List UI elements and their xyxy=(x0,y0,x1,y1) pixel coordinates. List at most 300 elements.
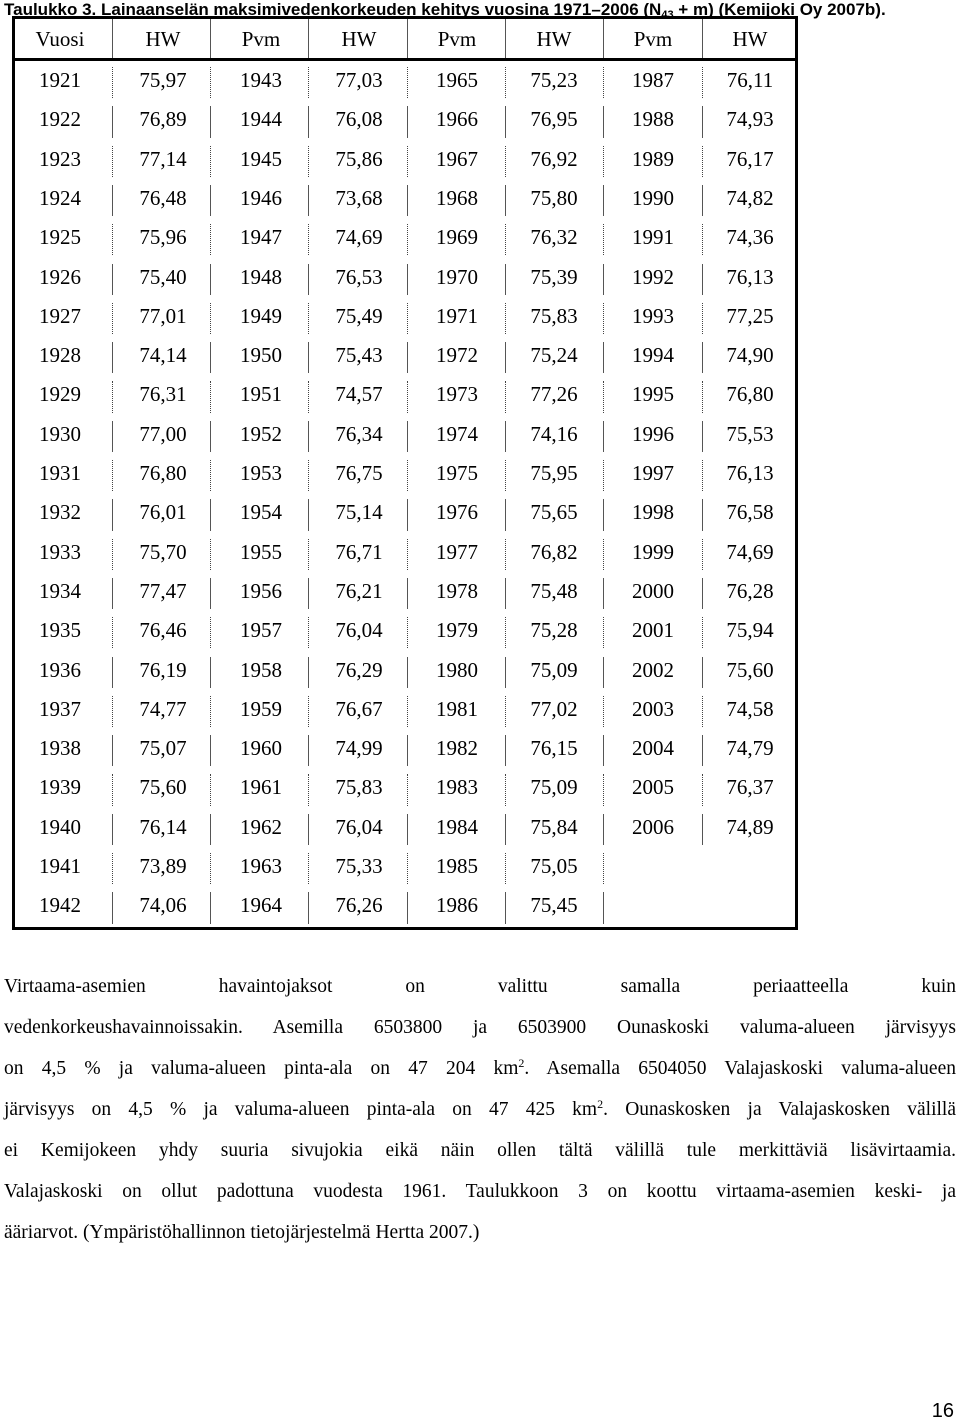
row-separator xyxy=(505,224,506,255)
table-cell: 76,95 xyxy=(530,107,578,132)
row-separator xyxy=(702,814,703,845)
row-separator xyxy=(505,342,506,373)
row-separator xyxy=(210,499,211,530)
paragraph-line-3: on 4,5 % ja valuma-alueen pinta-ala on 47 204 $km^2$. Asemalla 6504050 Valajaskoski valuma-alueen xyxy=(4,1056,956,1079)
row-separator xyxy=(407,774,408,805)
table-cell: 76,34 xyxy=(335,421,383,446)
superscript-km2-2: 2 xyxy=(597,1097,604,1111)
row-separator xyxy=(112,814,113,845)
table-cell: 1958 xyxy=(240,657,282,682)
row-separator xyxy=(702,303,703,334)
table-cell: 76,48 xyxy=(139,185,187,210)
row-separator xyxy=(210,892,211,923)
table-row xyxy=(15,454,795,493)
table-cell: 1979 xyxy=(436,618,478,643)
table-row xyxy=(15,140,795,179)
table-cell: 73,89 xyxy=(139,854,187,878)
table-cell: 77,14 xyxy=(139,146,187,171)
row-separator xyxy=(407,735,408,766)
table-row xyxy=(15,651,795,690)
header-pvm-4: Pvm xyxy=(437,27,477,51)
row-separator xyxy=(308,657,309,688)
row-separator xyxy=(603,106,604,137)
table-cell: 75,95 xyxy=(530,461,578,485)
row-separator xyxy=(407,381,408,412)
row-separator xyxy=(210,381,211,412)
table-cell: 74,69 xyxy=(726,539,774,564)
table-cell: 1962 xyxy=(240,814,282,839)
row-separator xyxy=(112,381,113,412)
table-cell: 1984 xyxy=(436,814,478,839)
row-separator xyxy=(112,185,113,216)
table-cell: 1999 xyxy=(632,539,674,564)
row-separator xyxy=(702,657,703,688)
table-cell: 75,83 xyxy=(335,775,383,800)
table-header-row xyxy=(15,19,795,60)
row-separator xyxy=(407,853,408,884)
table-cell: 74,77 xyxy=(139,696,187,721)
table-cell: 74,14 xyxy=(139,343,187,368)
table-cell: 75,43 xyxy=(335,343,383,368)
table-cell: 1967 xyxy=(436,146,478,171)
table-cell: 75,49 xyxy=(335,303,383,328)
table-cell: 1933 xyxy=(39,539,81,564)
row-separator xyxy=(603,539,604,570)
table-row xyxy=(15,847,795,886)
row-separator xyxy=(603,342,604,373)
row-separator xyxy=(210,735,211,766)
table-cell: 1921 xyxy=(39,68,81,92)
header-hw-5: HW xyxy=(536,27,572,51)
table-cell: 1927 xyxy=(39,303,81,328)
row-separator xyxy=(702,696,703,727)
table-cell: 1995 xyxy=(632,382,674,407)
table-cell: 1948 xyxy=(240,264,282,289)
table-cell: 1936 xyxy=(39,657,81,682)
row-separator xyxy=(702,264,703,295)
row-separator xyxy=(210,185,211,216)
row-separator xyxy=(407,224,408,255)
table-cell: 74,57 xyxy=(335,382,383,407)
header-separator xyxy=(210,19,211,58)
table-cell: 75,28 xyxy=(530,618,578,643)
row-separator xyxy=(407,499,408,530)
table-cell: 1977 xyxy=(436,539,478,564)
table-cell: 1975 xyxy=(436,461,478,485)
table-cell: 1970 xyxy=(436,264,478,289)
row-separator xyxy=(603,146,604,177)
table-cell xyxy=(701,847,799,886)
row-separator xyxy=(505,106,506,137)
table-cell: 75,70 xyxy=(139,539,187,564)
paragraph-line-2: vedenkorkeushavainnoissakin. Asemilla 6503800 ja 6503900 Ounaskoski valuma-alueen järvisyys xyxy=(4,1017,956,1038)
row-separator xyxy=(603,657,604,688)
row-separator xyxy=(505,774,506,805)
table-cell: 75,45 xyxy=(530,893,578,918)
table-cell: 73,68 xyxy=(335,185,383,210)
header-separator xyxy=(308,19,309,58)
row-separator xyxy=(603,185,604,216)
table-cell: 1945 xyxy=(240,146,282,171)
row-separator xyxy=(210,67,211,98)
table-cell: 1925 xyxy=(39,225,81,250)
caption-subscript: 43 xyxy=(661,9,674,21)
table-cell: 1966 xyxy=(436,107,478,132)
row-separator xyxy=(308,735,309,766)
header-hw-7: HW xyxy=(732,27,768,51)
table-cell: 1969 xyxy=(436,225,478,250)
table-cell: 1988 xyxy=(632,107,674,132)
row-separator xyxy=(112,892,113,923)
row-separator xyxy=(603,67,604,98)
row-separator xyxy=(603,224,604,255)
table-cell: 74,93 xyxy=(726,107,774,132)
paragraph-line-1: Virtaama-asemien havaintojaksot on valittu samalla periaatteella kuin xyxy=(4,976,956,997)
row-separator xyxy=(308,499,309,530)
row-separator xyxy=(702,185,703,216)
table-cell: 76,01 xyxy=(139,500,187,525)
row-separator xyxy=(505,146,506,177)
row-separator xyxy=(308,539,309,570)
table-cell: 1976 xyxy=(436,500,478,525)
row-separator xyxy=(210,696,211,727)
table-cell: 75,96 xyxy=(139,225,187,250)
table-cell: 1951 xyxy=(240,382,282,407)
paragraph-line-4: järvisyys on 4,5 % ja valuma-alueen pinta-ala on 47 425 $km^2$. Ounaskosken ja Valajaskosken välillä xyxy=(4,1097,956,1120)
table-cell: 1956 xyxy=(240,578,282,603)
table-cell: 1955 xyxy=(240,539,282,564)
table-cell: 74,99 xyxy=(335,736,383,761)
row-separator xyxy=(210,617,211,648)
table-cell: 2001 xyxy=(632,618,674,643)
row-separator xyxy=(112,696,113,727)
table-cell: 1991 xyxy=(632,225,674,250)
row-separator xyxy=(505,892,506,923)
table-cell: 1934 xyxy=(39,578,81,603)
table-row xyxy=(15,100,795,139)
row-separator xyxy=(505,381,506,412)
header-year-0: Vuosi xyxy=(35,27,85,51)
table-cell: 74,36 xyxy=(726,225,774,250)
superscript-km2: 2 xyxy=(518,1056,525,1070)
row-separator xyxy=(308,106,309,137)
table-cell: 76,29 xyxy=(335,657,383,682)
table-row xyxy=(15,690,795,729)
row-separator xyxy=(112,499,113,530)
table-cell: 1941 xyxy=(39,854,81,878)
table-cell: 75,83 xyxy=(530,303,578,328)
table-cell: 76,13 xyxy=(726,264,774,289)
row-separator xyxy=(308,892,309,923)
table-cell xyxy=(604,886,702,925)
table-cell: 74,69 xyxy=(335,225,383,250)
table-cell: 75,60 xyxy=(726,657,774,682)
row-separator xyxy=(702,499,703,530)
row-separator xyxy=(112,774,113,805)
table-cell: 2005 xyxy=(632,775,674,800)
row-separator xyxy=(308,185,309,216)
row-separator xyxy=(308,146,309,177)
row-separator xyxy=(112,224,113,255)
row-separator xyxy=(407,264,408,295)
row-separator xyxy=(112,853,113,884)
row-separator xyxy=(603,264,604,295)
table-cell xyxy=(701,886,799,925)
table-row xyxy=(15,61,795,100)
row-separator xyxy=(702,539,703,570)
row-separator xyxy=(210,421,211,452)
row-separator xyxy=(603,735,604,766)
table-cell: 75,97 xyxy=(139,68,187,92)
table-cell: 1961 xyxy=(240,775,282,800)
table-cell: 1978 xyxy=(436,578,478,603)
row-separator xyxy=(112,106,113,137)
row-separator xyxy=(407,892,408,923)
row-separator xyxy=(407,146,408,177)
table-cell: 1981 xyxy=(436,696,478,721)
table-cell: 1947 xyxy=(240,225,282,250)
table-cell: 1986 xyxy=(436,893,478,918)
table-cell: 75,53 xyxy=(726,421,774,446)
row-separator xyxy=(505,499,506,530)
table-cell: 1982 xyxy=(436,736,478,761)
table-cell: 1992 xyxy=(632,264,674,289)
table-cell: 77,25 xyxy=(726,303,774,328)
table-cell: 74,90 xyxy=(726,343,774,368)
table-cell: 76,19 xyxy=(139,657,187,682)
table-cell: 76,15 xyxy=(530,736,578,761)
row-separator xyxy=(505,539,506,570)
row-separator xyxy=(603,892,604,923)
row-separator xyxy=(112,146,113,177)
row-separator xyxy=(407,67,408,98)
table-cell: 75,24 xyxy=(530,343,578,368)
table-row xyxy=(15,572,795,611)
table-cell: 1950 xyxy=(240,343,282,368)
row-separator xyxy=(308,264,309,295)
row-separator xyxy=(505,617,506,648)
row-separator xyxy=(603,617,604,648)
row-separator xyxy=(210,814,211,845)
header-hw-3: HW xyxy=(341,27,377,51)
row-separator xyxy=(112,539,113,570)
table-cell: 76,31 xyxy=(139,382,187,407)
table-cell: 2002 xyxy=(632,657,674,682)
row-separator xyxy=(112,264,113,295)
table-cell: 2000 xyxy=(632,578,674,603)
row-separator xyxy=(505,303,506,334)
table-cell: 1985 xyxy=(436,854,478,878)
table-cell: 75,40 xyxy=(139,264,187,289)
row-separator xyxy=(210,539,211,570)
row-separator xyxy=(210,303,211,334)
table-row xyxy=(15,729,795,768)
table-cell: 76,67 xyxy=(335,696,383,721)
table-cell: 75,84 xyxy=(530,814,578,839)
row-separator xyxy=(702,617,703,648)
table-cell: 1954 xyxy=(240,500,282,525)
row-separator xyxy=(407,696,408,727)
table-cell: 1943 xyxy=(240,68,282,92)
table-cell: 1971 xyxy=(436,303,478,328)
row-separator xyxy=(407,578,408,609)
table-cell: 75,86 xyxy=(335,146,383,171)
table-cell: 1993 xyxy=(632,303,674,328)
table-cell: 1928 xyxy=(39,343,81,368)
table-cell: 76,13 xyxy=(726,461,774,485)
table-cell: 1926 xyxy=(39,264,81,289)
header-separator xyxy=(505,19,506,58)
row-separator xyxy=(702,106,703,137)
table-cell: 1960 xyxy=(240,736,282,761)
row-separator xyxy=(112,342,113,373)
row-separator xyxy=(308,774,309,805)
row-separator xyxy=(210,224,211,255)
table-cell: 74,16 xyxy=(530,421,578,446)
row-separator xyxy=(407,421,408,452)
table-cell: 2003 xyxy=(632,696,674,721)
row-separator xyxy=(702,381,703,412)
row-separator xyxy=(603,696,604,727)
table-row xyxy=(15,611,795,650)
caption-text: Taulukko 3. Lainaanselän maksimivedenkorkeuden kehitys vuosina 1971–2006 (N xyxy=(4,0,662,19)
table-cell: 1940 xyxy=(39,814,81,839)
table-cell: 76,14 xyxy=(139,814,187,839)
row-separator xyxy=(308,67,309,98)
table-cell: 77,47 xyxy=(139,578,187,603)
row-separator xyxy=(702,735,703,766)
table-cell: 1968 xyxy=(436,185,478,210)
table-cell: 76,37 xyxy=(726,775,774,800)
table-cell: 76,80 xyxy=(726,382,774,407)
row-separator xyxy=(702,67,703,98)
row-separator xyxy=(112,657,113,688)
table-cell: 1929 xyxy=(39,382,81,407)
table-cell: 1923 xyxy=(39,146,81,171)
row-separator xyxy=(112,617,113,648)
row-separator xyxy=(603,303,604,334)
row-separator xyxy=(308,814,309,845)
row-separator xyxy=(505,460,506,491)
table-cell: 1964 xyxy=(240,893,282,918)
table-cell: 1939 xyxy=(39,775,81,800)
row-separator xyxy=(603,814,604,845)
table-row xyxy=(15,493,795,532)
table-cell: 1973 xyxy=(436,382,478,407)
table-cell: 76,17 xyxy=(726,146,774,171)
table-row xyxy=(15,179,795,218)
table-cell: 1944 xyxy=(240,107,282,132)
row-separator xyxy=(702,342,703,373)
table-cell: 77,03 xyxy=(335,68,383,92)
row-separator xyxy=(407,617,408,648)
table-cell: 77,02 xyxy=(530,696,578,721)
row-separator xyxy=(112,578,113,609)
row-separator xyxy=(505,853,506,884)
header-separator xyxy=(112,19,113,58)
row-separator xyxy=(112,460,113,491)
table-row xyxy=(15,297,795,336)
row-separator xyxy=(210,657,211,688)
table-cell: 74,06 xyxy=(139,893,187,918)
row-separator xyxy=(308,460,309,491)
table-cell: 75,60 xyxy=(139,775,187,800)
table-cell: 1931 xyxy=(39,461,81,485)
table-cell: 1972 xyxy=(436,343,478,368)
row-separator xyxy=(112,303,113,334)
table-row xyxy=(15,415,795,454)
table-cell: 75,09 xyxy=(530,775,578,800)
row-separator xyxy=(603,853,604,884)
row-separator xyxy=(603,499,604,530)
row-separator xyxy=(308,421,309,452)
table-cell: 2004 xyxy=(632,736,674,761)
paragraph-line-7: ääriarvot. (Ympäristöhallinnon tietojärjestelmä Hertta 2007.) xyxy=(4,1222,480,1243)
row-separator xyxy=(505,264,506,295)
table-cell: 2006 xyxy=(632,814,674,839)
table-cell: 76,04 xyxy=(335,814,383,839)
table-cell: 76,26 xyxy=(335,893,383,918)
table-row xyxy=(15,336,795,375)
table-cell: 1932 xyxy=(39,500,81,525)
table-cell: 1980 xyxy=(436,657,478,682)
row-separator xyxy=(603,774,604,805)
table-cell: 76,32 xyxy=(530,225,578,250)
table-row xyxy=(15,768,795,807)
table-cell: 75,14 xyxy=(335,500,383,525)
table-cell: 1957 xyxy=(240,618,282,643)
paragraph-line-5: ei Kemijokeen yhdy suuria sivujokia eikä näin ollen tältä välillä tule merkittäviä lisävirtaamia. xyxy=(4,1140,956,1161)
table-cell: 75,48 xyxy=(530,578,578,603)
row-separator xyxy=(505,185,506,216)
row-separator xyxy=(210,578,211,609)
header-pvm-2: Pvm xyxy=(241,27,281,51)
row-separator xyxy=(702,774,703,805)
table-cell: 76,92 xyxy=(530,146,578,171)
header-separator xyxy=(407,19,408,58)
row-separator xyxy=(308,617,309,648)
table-cell: 76,21 xyxy=(335,578,383,603)
table-cell: 1994 xyxy=(632,343,674,368)
table-cell: 1949 xyxy=(240,303,282,328)
table-cell: 1938 xyxy=(39,736,81,761)
table-cell: 75,05 xyxy=(530,854,578,878)
row-separator xyxy=(407,539,408,570)
header-separator xyxy=(603,19,604,58)
table-cell: 1959 xyxy=(240,696,282,721)
row-separator xyxy=(210,853,211,884)
row-separator xyxy=(702,578,703,609)
table-cell: 75,80 xyxy=(530,185,578,210)
water-level-table xyxy=(12,16,798,930)
table-row xyxy=(15,375,795,414)
table-cell: 77,00 xyxy=(139,421,187,446)
row-separator xyxy=(210,106,211,137)
table-cell: 1983 xyxy=(436,775,478,800)
table-cell: 1946 xyxy=(240,185,282,210)
row-separator xyxy=(702,460,703,491)
table-cell: 76,58 xyxy=(726,500,774,525)
row-separator xyxy=(407,185,408,216)
row-separator xyxy=(308,342,309,373)
table-cell: 1935 xyxy=(39,618,81,643)
row-separator xyxy=(210,342,211,373)
header-hw-1: HW xyxy=(145,27,181,51)
row-separator xyxy=(210,264,211,295)
row-separator xyxy=(407,460,408,491)
row-separator xyxy=(112,67,113,98)
table-cell: 74,82 xyxy=(726,185,774,210)
